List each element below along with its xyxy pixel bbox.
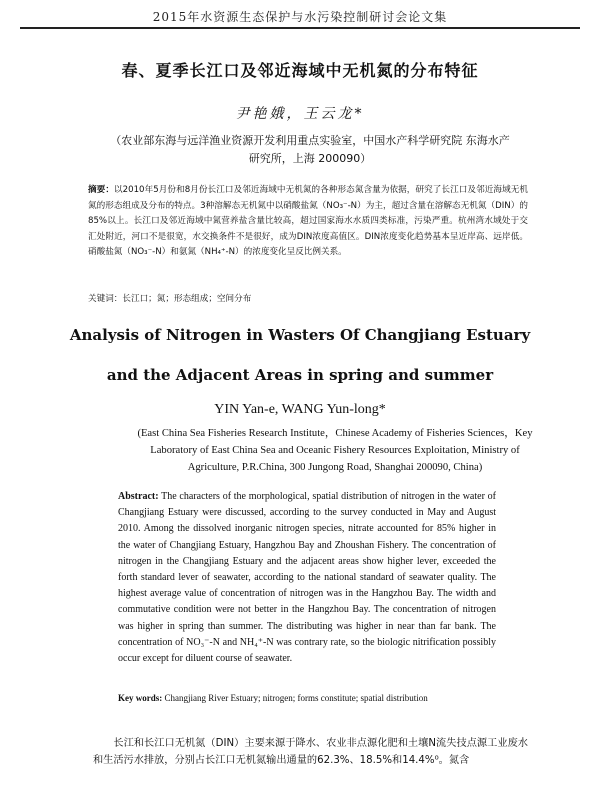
english-keywords [118, 693, 496, 703]
english-authors: YIN Yan-e, WANG Yun-long* [214, 402, 386, 417]
chinese-abstract-label: 摘要： [88, 185, 114, 195]
chinese-keywords: 关键词：长江口；氮；形态组成；空间分布 [88, 294, 252, 304]
english-abstract [118, 489, 496, 667]
english-affiliation: (East China Sea Fisheries Research Institute，Chinese Academy of Fisheries Sciences，Key Laboratory of East China Sea and Oceanic Fishery Resources Exploitation, Ministry of Agriculture, P.R.China, 300 Jungong Road, Shanghai 200090, China) [137, 428, 533, 473]
chinese-affiliation: （农业部东海与远洋渔业资源开发利用重点实验室，中国水产科学研究院 东海水产研究所，上海 200090） [110, 134, 510, 165]
header-rule [20, 27, 580, 29]
chinese-abstract-text: 以2010年5月份和8月份长江口及邻近海域中无机氮的各种形态氮含量为依据，研究了长江口及邻近海域无机氮的形态组成及分布的特点。3种溶解态无机氮中以硝酸盐氮（NO₃⁻-N）为主，超过含量在溶解态无机氮（DIN）的85%以上。长江口及邻近海域中氮营养盐含量比较高，超过国家海水水质四类标准，污染严重。杭州湾水域处于交汇处附近，河口不是很宽，水交换条件不是很好，成为DIN浓度高值区。DIN浓度变化趋势基本呈近岸高、远岸低。硝酸盐氮（NO₃⁻-N）和氨氮（NH₄⁺-N）的浓度变化呈反比例关系。 [88, 185, 528, 258]
english-abstract-text: The characters of the morphological, spatial distribution of nitrogen in the water of Changjiang Estuary were discussed, according to the survey conducted in May and August 2010. Among the dissolved inorganic nitrogen species, nitrate accounted for 85% higher in the water of Changjiang Estuary, Hangzhou Bay and Zhoushan Fishery. The concentration of nitrogen in the Changjiang Estuary and the adjacent areas show higher lever, exceeded the forth standard lever of seawater, according to the national standard of seawater quality. The highest average value of concentration of nitrogen was in the Hangzhou Bay. The width and commutative condition were not better in the Hangzhou Bay. The concentration of nitrogen was higher in spring than summer. The distributing was higher in near than far bank. The concentration of NO₃⁻-N and NH₄⁺-N was contrary rate, so the biologic nitrification possibly occur except for diluent course of seawater. [118, 491, 496, 665]
english-keywords-label: Key words: [118, 693, 163, 703]
chinese-authors: 尹艳娥，王云龙* [235, 106, 365, 122]
running-header: 2015年水资源生态保护与水污染控制研讨会论文集 [152, 10, 448, 24]
chinese-abstract [88, 183, 528, 261]
english-title-line-1: Analysis of Nitrogen in Wasters Of Changjiang Estuary [69, 326, 531, 344]
english-title-line-2: and the Adjacent Areas in spring and summer [106, 366, 494, 384]
chinese-title: 春、夏季长江口及邻近海域中无机氮的分布特征 [121, 61, 479, 80]
english-keywords-text: Changjiang River Estuary; nitrogen; forms constitute; spatial distribution [164, 693, 428, 703]
english-abstract-label: Abstract: [118, 491, 159, 502]
body-paragraph: 长江和长江口无机氮（DIN）主要来源于降水、农业非点源化肥和土壤N流失技点源工业废水和生活污水排放，分别占长江口无机氮输出通量的62.3%、18.5%和14.4%⁰。氮含 [93, 738, 528, 766]
